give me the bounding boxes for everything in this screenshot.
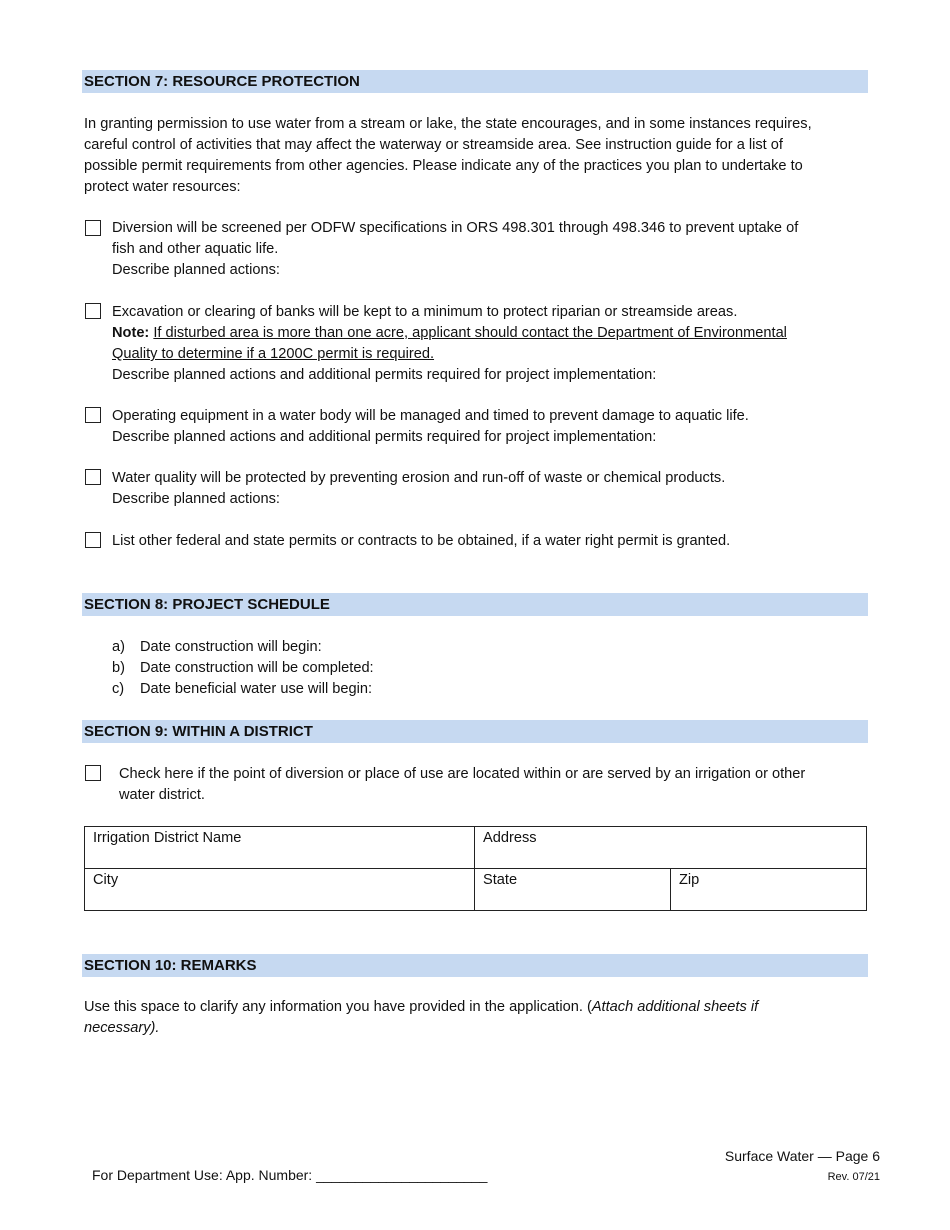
diversion-screened-item [112, 218, 798, 281]
operating-equipment-checkbox[interactable] [85, 407, 101, 423]
schedule-item-a [112, 637, 374, 658]
describe-prompt: Describe planned actions: [112, 262, 280, 278]
intro-line: protect water resources: [84, 179, 241, 195]
note-text: If disturbed area is more than one acre, applicant should contact the Department of Environmental [153, 325, 787, 341]
remarks-instructions [84, 997, 758, 1039]
list-marker: b) [112, 660, 125, 676]
cell-label: Address [483, 830, 537, 846]
table-row [85, 869, 867, 911]
other-permits-checkbox[interactable] [85, 532, 101, 548]
describe-prompt: Describe planned actions and additional permits required for project implementation: [112, 367, 657, 383]
cell-label: Irrigation District Name [93, 830, 242, 846]
water-quality-item [112, 468, 725, 510]
item-text: water district. [119, 787, 205, 803]
list-text: Date construction will begin: [140, 639, 322, 655]
remarks-text: Use this space to clarify any information you have provided in the application. ( [84, 999, 592, 1015]
list-text: Date construction will be completed: [140, 660, 374, 676]
city-cell[interactable] [85, 869, 475, 911]
section-10-header: SECTION 10: REMARKS [82, 954, 868, 977]
item-text: Operating equipment in a water body will be managed and timed to prevent damage to aquatic life. [112, 408, 749, 424]
diversion-screened-checkbox[interactable] [85, 220, 101, 236]
water-quality-checkbox[interactable] [85, 469, 101, 485]
cell-label: City [93, 872, 119, 888]
schedule-list [112, 637, 374, 700]
table-row [85, 827, 867, 869]
list-text: Date beneficial water use will begin: [140, 681, 373, 697]
revision-label: Rev. 07/21 [827, 1171, 880, 1183]
address-cell[interactable] [475, 827, 867, 869]
list-marker: c) [112, 681, 125, 697]
item-text: Diversion will be screened per ODFW specifications in ORS 498.301 through 498.346 to prevent uptake of [112, 220, 799, 236]
within-district-item [119, 764, 805, 806]
section-7-header: SECTION 7: RESOURCE PROTECTION [82, 70, 868, 93]
excavation-checkbox[interactable] [85, 303, 101, 319]
item-text: Check here if the point of diversion or place of use are located within or are served by an irrigation or other [119, 766, 806, 782]
page-label: Surface Water — Page 6 [724, 1148, 880, 1164]
remarks-line [84, 1018, 758, 1039]
intro-line: careful control of activities that may affect the waterway or streamside area. See instruction guide for a list of [84, 137, 783, 153]
cell-label: State [483, 872, 518, 888]
item-text: Water quality will be protected by preventing erosion and run-off of waste or chemical products. [112, 470, 726, 486]
department-use-line: For Department Use: App. Number: ______________________ [92, 1167, 488, 1183]
describe-prompt: Describe planned actions and additional permits required for project implementation: [112, 429, 657, 445]
district-info-table [84, 826, 867, 911]
state-cell[interactable] [475, 869, 671, 911]
list-marker: a) [112, 639, 125, 655]
section-7-intro [84, 114, 812, 198]
schedule-item-b [112, 658, 374, 679]
intro-line: In granting permission to use water from a stream or lake, the state encourages, and in some instances requires, [84, 116, 812, 132]
remarks-line [84, 997, 758, 1018]
item-text: Excavation or clearing of banks will be kept to a minimum to protect riparian or streamside areas. [112, 304, 738, 320]
other-permits-item [112, 531, 730, 552]
intro-line: possible permit requirements from other agencies. Please indicate any of the practices you plan to undertake to [84, 158, 803, 174]
remarks-italic: Attach additional sheets if [591, 999, 759, 1015]
item-text: List other federal and state permits or contracts to be obtained, if a water right permit is granted. [112, 533, 731, 549]
excavation-item [112, 302, 787, 386]
remarks-italic: necessary). [84, 1020, 160, 1036]
cell-label: Zip [679, 872, 700, 888]
schedule-item-c [112, 679, 374, 700]
note-text: Quality to determine if a 1200C permit is required. [112, 346, 435, 362]
section-8-header: SECTION 8: PROJECT SCHEDULE [82, 593, 868, 616]
section-9-header: SECTION 9: WITHIN A DISTRICT [82, 720, 868, 743]
within-district-checkbox[interactable] [85, 765, 101, 781]
district-name-cell[interactable] [85, 827, 475, 869]
describe-prompt: Describe planned actions: [112, 491, 280, 507]
item-text: fish and other aquatic life. [112, 241, 279, 257]
excavation-note [112, 323, 787, 344]
zip-cell[interactable] [671, 869, 867, 911]
note-label: Note: [112, 325, 150, 341]
operating-equipment-item [112, 406, 749, 448]
